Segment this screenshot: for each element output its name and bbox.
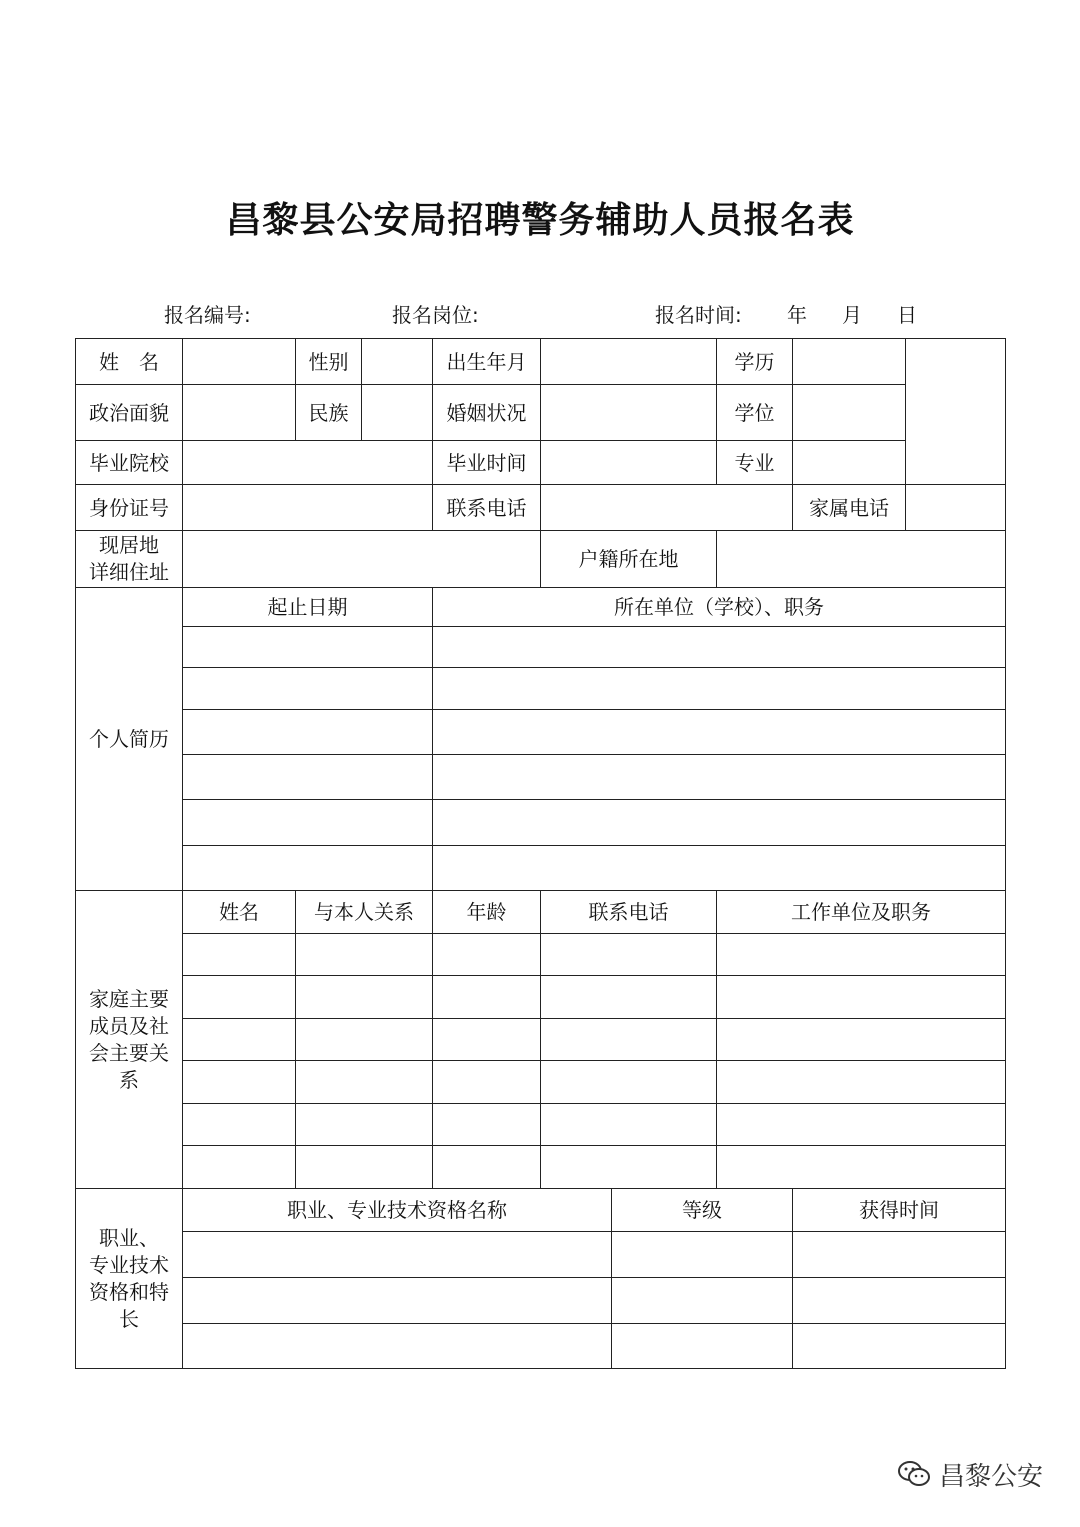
qualification-cell[interactable] bbox=[612, 1232, 793, 1278]
id-number-label: 身份证号 bbox=[76, 485, 183, 531]
family-cell[interactable] bbox=[433, 976, 541, 1019]
family-cell[interactable] bbox=[541, 934, 717, 976]
address-label-line2: 详细住址 bbox=[89, 560, 169, 584]
position-label: 报名岗位: bbox=[392, 303, 479, 327]
resume-date-cell[interactable] bbox=[183, 755, 433, 800]
address-input[interactable] bbox=[183, 531, 541, 588]
family-section-line: 会主要关 bbox=[89, 1040, 169, 1065]
family-cell[interactable] bbox=[541, 1146, 717, 1189]
resume-date-cell[interactable] bbox=[183, 800, 433, 846]
year-label: 年 bbox=[787, 303, 807, 327]
family-col-phone: 联系电话 bbox=[541, 891, 717, 934]
resume-section-label: 个人简历 bbox=[76, 588, 183, 891]
serial-label: 报名编号: bbox=[164, 303, 251, 327]
family-cell[interactable] bbox=[433, 1104, 541, 1146]
family-cell[interactable] bbox=[433, 1061, 541, 1104]
name-label: 姓 名 bbox=[76, 339, 183, 385]
qualification-col-time: 获得时间 bbox=[793, 1189, 1006, 1232]
registration-form bbox=[75, 338, 1006, 1369]
qualification-cell[interactable] bbox=[183, 1232, 612, 1278]
school-label: 毕业院校 bbox=[76, 441, 183, 485]
qualification-section-line: 专业技术 bbox=[89, 1252, 169, 1277]
resume-unit-cell[interactable] bbox=[433, 710, 1006, 755]
time-label: 报名时间: bbox=[655, 303, 742, 327]
qualification-col-level: 等级 bbox=[612, 1189, 793, 1232]
family-section-label bbox=[76, 891, 183, 1189]
photo-box[interactable] bbox=[906, 339, 1006, 485]
family-cell[interactable] bbox=[296, 1146, 433, 1189]
family-cell[interactable] bbox=[183, 1061, 296, 1104]
marital-input[interactable] bbox=[541, 385, 717, 441]
family-cell[interactable] bbox=[541, 1019, 717, 1061]
hukou-label: 户籍所在地 bbox=[541, 531, 717, 588]
resume-unit-cell[interactable] bbox=[433, 627, 1006, 668]
family-cell[interactable] bbox=[717, 1061, 1006, 1104]
family-cell[interactable] bbox=[717, 1104, 1006, 1146]
phone-input[interactable] bbox=[541, 485, 793, 531]
birth-input[interactable] bbox=[541, 339, 717, 385]
family-cell[interactable] bbox=[296, 1104, 433, 1146]
ethnicity-label: 民族 bbox=[296, 385, 362, 441]
family-cell[interactable] bbox=[183, 934, 296, 976]
ethnicity-input[interactable] bbox=[362, 385, 433, 441]
resume-unit-cell[interactable] bbox=[433, 800, 1006, 846]
family-cell[interactable] bbox=[296, 1019, 433, 1061]
family-section-line: 家庭主要 bbox=[89, 986, 169, 1011]
qualification-section-line: 资格和特 bbox=[89, 1279, 169, 1304]
family-cell[interactable] bbox=[717, 1146, 1006, 1189]
family-section-line: 成员及社 bbox=[89, 1013, 169, 1038]
family-cell[interactable] bbox=[183, 976, 296, 1019]
education-label: 学历 bbox=[717, 339, 793, 385]
day-label: 日 bbox=[897, 303, 917, 327]
education-input[interactable] bbox=[793, 339, 906, 385]
gender-label: 性别 bbox=[296, 339, 362, 385]
family-cell[interactable] bbox=[183, 1104, 296, 1146]
page-title: 昌黎县公安局招聘警务辅助人员报名表 bbox=[225, 200, 855, 241]
family-phone-label: 家属电话 bbox=[793, 485, 906, 531]
gender-input[interactable] bbox=[362, 339, 433, 385]
watermark-text: 昌黎公安 bbox=[939, 1461, 1044, 1492]
resume-unit-cell[interactable] bbox=[433, 846, 1006, 891]
address-label bbox=[76, 531, 183, 588]
family-cell[interactable] bbox=[433, 1019, 541, 1061]
family-cell[interactable] bbox=[433, 934, 541, 976]
resume-col-unit: 所在单位（学校）、职务 bbox=[433, 588, 1006, 627]
birth-label: 出生年月 bbox=[433, 339, 541, 385]
school-input[interactable] bbox=[183, 441, 433, 485]
political-input[interactable] bbox=[183, 385, 296, 441]
month-label: 月 bbox=[842, 303, 862, 327]
family-cell[interactable] bbox=[541, 976, 717, 1019]
hukou-input[interactable] bbox=[717, 531, 1006, 588]
family-cell[interactable] bbox=[296, 934, 433, 976]
family-col-age: 年龄 bbox=[433, 891, 541, 934]
family-cell[interactable] bbox=[541, 1104, 717, 1146]
family-cell[interactable] bbox=[717, 1019, 1006, 1061]
major-input[interactable] bbox=[793, 441, 906, 485]
family-cell[interactable] bbox=[433, 1146, 541, 1189]
name-input[interactable] bbox=[183, 339, 296, 385]
qualification-cell[interactable] bbox=[612, 1324, 793, 1369]
family-cell[interactable] bbox=[717, 934, 1006, 976]
qualification-section-line: 长 bbox=[119, 1306, 139, 1331]
qualification-cell[interactable] bbox=[183, 1324, 612, 1369]
family-cell[interactable] bbox=[183, 1019, 296, 1061]
resume-date-cell[interactable] bbox=[183, 668, 433, 710]
wechat-icon bbox=[897, 1459, 931, 1489]
family-cell[interactable] bbox=[296, 1061, 433, 1104]
qualification-cell[interactable] bbox=[183, 1278, 612, 1324]
qualification-col-name: 职业、专业技术资格名称 bbox=[183, 1189, 612, 1232]
family-col-work: 工作单位及职务 bbox=[717, 891, 1006, 934]
family-cell[interactable] bbox=[541, 1061, 717, 1104]
grad-time-input[interactable] bbox=[541, 441, 717, 485]
family-col-name: 姓名 bbox=[183, 891, 296, 934]
political-label: 政治面貌 bbox=[76, 385, 183, 441]
grad-time-label: 毕业时间 bbox=[433, 441, 541, 485]
marital-label: 婚姻状况 bbox=[433, 385, 541, 441]
resume-date-cell[interactable] bbox=[183, 627, 433, 668]
family-col-relation: 与本人关系 bbox=[296, 891, 433, 934]
phone-label: 联系电话 bbox=[433, 485, 541, 531]
family-phone-input[interactable] bbox=[906, 485, 1006, 531]
qualification-section-line: 职业、 bbox=[99, 1225, 159, 1250]
resume-date-cell[interactable] bbox=[183, 846, 433, 891]
resume-unit-cell[interactable] bbox=[433, 755, 1006, 800]
degree-label: 学位 bbox=[717, 385, 793, 441]
address-label-line1: 现居地 bbox=[99, 533, 159, 557]
degree-input[interactable] bbox=[793, 385, 906, 441]
qualification-cell[interactable] bbox=[793, 1278, 1006, 1324]
family-section-line: 系 bbox=[119, 1067, 139, 1092]
major-label: 专业 bbox=[717, 441, 793, 485]
qualification-cell[interactable] bbox=[612, 1278, 793, 1324]
family-cell[interactable] bbox=[296, 976, 433, 1019]
family-cell[interactable] bbox=[717, 976, 1006, 1019]
qualification-section-label bbox=[76, 1189, 183, 1369]
resume-date-cell[interactable] bbox=[183, 710, 433, 755]
resume-col-dates: 起止日期 bbox=[183, 588, 433, 627]
qualification-cell[interactable] bbox=[793, 1324, 1006, 1369]
family-cell[interactable] bbox=[183, 1146, 296, 1189]
watermark bbox=[897, 1456, 1043, 1492]
id-number-input[interactable] bbox=[183, 485, 433, 531]
resume-unit-cell[interactable] bbox=[433, 668, 1006, 710]
qualification-cell[interactable] bbox=[793, 1232, 1006, 1278]
